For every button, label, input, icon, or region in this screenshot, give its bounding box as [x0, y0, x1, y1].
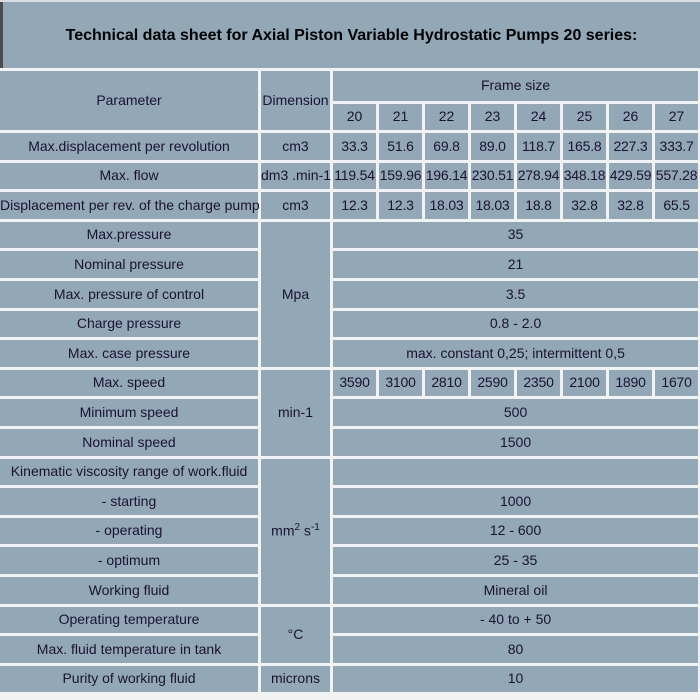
header-frame-size: Frame size: [333, 71, 698, 101]
frame-size-col-21: 21: [379, 104, 422, 130]
param-cell: Kinematic viscosity range of work.fluid: [0, 459, 258, 486]
value-cell: 69.8: [425, 133, 468, 160]
merged-value-cell: 21: [333, 251, 698, 278]
frame-size-col-20: 20: [333, 104, 376, 130]
table-row: [0, 281, 698, 308]
value-cell: 2810: [425, 370, 468, 397]
value-cell: 333.7: [655, 133, 698, 160]
merged-value-cell: 35: [333, 222, 698, 249]
param-cell: Max. fluid temperature in tank: [0, 636, 258, 663]
value-cell: 118.7: [517, 133, 560, 160]
value-cell: 2100: [563, 370, 606, 397]
value-cell: 3590: [333, 370, 376, 397]
table-row: [0, 370, 698, 397]
table-row: [0, 399, 698, 426]
merged-value-cell: 12 - 600: [333, 518, 698, 545]
header-row-1: [0, 71, 698, 101]
dimension-cell: cm3: [261, 192, 330, 219]
frame-size-col-26: 26: [609, 104, 652, 130]
value-cell: 429.59: [609, 163, 652, 190]
param-cell: Max. flow: [0, 163, 258, 190]
dimension-cell-mpa: Mpa: [261, 222, 330, 367]
page-title: Technical data sheet for Axial Piston Variable Hydrostatic Pumps 20 series:: [65, 26, 638, 44]
value-cell: 18.03: [471, 192, 514, 219]
dim-superscript: 2: [294, 522, 301, 534]
value-cell: 89.0: [471, 133, 514, 160]
table-row: [0, 222, 698, 249]
param-cell: Max. case pressure: [0, 340, 258, 367]
param-cell: Max.displacement per revolution: [0, 133, 258, 160]
value-cell: 33.3: [333, 133, 376, 160]
param-cell: - operating: [0, 518, 258, 545]
table-row: [0, 311, 698, 338]
dim-base: s: [300, 523, 311, 540]
value-cell: 51.6: [379, 133, 422, 160]
param-cell: Nominal pressure: [0, 251, 258, 278]
dimension-cell-min: min-1: [261, 370, 330, 456]
value-cell: 119.54: [333, 163, 376, 190]
dim-base: mm: [271, 523, 295, 540]
merged-value-cell: 25 - 35: [333, 547, 698, 574]
value-cell: 3100: [379, 370, 422, 397]
dimension-cell: microns: [261, 666, 330, 693]
merged-value-cell: - 40 to + 50: [333, 607, 698, 634]
value-cell: 227.3: [609, 133, 652, 160]
merged-value-cell: max. constant 0,25; intermittent 0,5: [333, 340, 698, 367]
value-cell: 12.3: [333, 192, 376, 219]
param-cell: Displacement per rev. of the charge pump: [0, 192, 258, 219]
merged-value-cell: 500: [333, 399, 698, 426]
merged-value-cell: 0.8 - 2.0: [333, 311, 698, 338]
frame-size-col-27: 27: [655, 104, 698, 130]
table-row: [0, 607, 698, 634]
value-cell: 32.8: [609, 192, 652, 219]
merged-value-cell: 3.5: [333, 281, 698, 308]
table-row: [0, 163, 698, 190]
value-cell: 1670: [655, 370, 698, 397]
value-cell: 18.03: [425, 192, 468, 219]
frame-size-col-23: 23: [471, 104, 514, 130]
value-cell: 2350: [517, 370, 560, 397]
param-cell: Max.pressure: [0, 222, 258, 249]
value-cell: 348.18: [563, 163, 606, 190]
frame-size-col-22: 22: [425, 104, 468, 130]
value-cell: 32.8: [563, 192, 606, 219]
value-cell: 18.8: [517, 192, 560, 219]
param-cell: Max. speed: [0, 370, 258, 397]
value-cell: 159.96: [379, 163, 422, 190]
dimension-cell: cm3: [261, 133, 330, 160]
table-row: [0, 429, 698, 456]
value-cell: 12.3: [379, 192, 422, 219]
header-dimension: Dimension: [261, 71, 330, 130]
table-row: [0, 192, 698, 219]
merged-value-cell: 1000: [333, 488, 698, 515]
pump-data-table: [0, 68, 700, 695]
param-cell: Purity of working fluid: [0, 666, 258, 693]
table-row: [0, 547, 698, 574]
param-cell: Working fluid: [0, 577, 258, 604]
param-cell: - optimum: [0, 547, 258, 574]
table-row: [0, 340, 698, 367]
dim-superscript: -1: [310, 522, 320, 534]
value-cell: 557.28: [655, 163, 698, 190]
param-cell: Max. pressure of control: [0, 281, 258, 308]
table-row: [0, 518, 698, 545]
table-row: [0, 133, 698, 160]
value-cell: 278.94: [517, 163, 560, 190]
table-row: [0, 459, 698, 486]
table-row: [0, 488, 698, 515]
value-cell: 196.14: [425, 163, 468, 190]
param-cell: - starting: [0, 488, 258, 515]
merged-value-cell: Mineral oil: [333, 577, 698, 604]
value-cell: 65.5: [655, 192, 698, 219]
merged-value-cell: 80: [333, 636, 698, 663]
param-cell: Operating temperature: [0, 607, 258, 634]
title-block: [0, 2, 700, 68]
param-cell: Minimum speed: [0, 399, 258, 426]
param-cell: Charge pressure: [0, 311, 258, 338]
merged-value-cell: 10: [333, 666, 698, 693]
param-cell: Nominal speed: [0, 429, 258, 456]
table-row: [0, 636, 698, 663]
dimension-cell: dm3 .min-1: [261, 163, 330, 190]
value-cell: 165.8: [563, 133, 606, 160]
merged-value-cell-empty: [333, 459, 698, 486]
frame-size-col-25: 25: [563, 104, 606, 130]
dimension-cell-viscosity: [261, 459, 330, 604]
value-cell: 2590: [471, 370, 514, 397]
value-cell: 230.51: [471, 163, 514, 190]
table-row: [0, 666, 698, 693]
table-row: [0, 251, 698, 278]
header-parameter: Parameter: [0, 71, 258, 130]
table-row: [0, 577, 698, 604]
merged-value-cell: 1500: [333, 429, 698, 456]
value-cell: 1890: [609, 370, 652, 397]
frame-size-col-24: 24: [517, 104, 560, 130]
dimension-cell-celsius: °C: [261, 607, 330, 663]
